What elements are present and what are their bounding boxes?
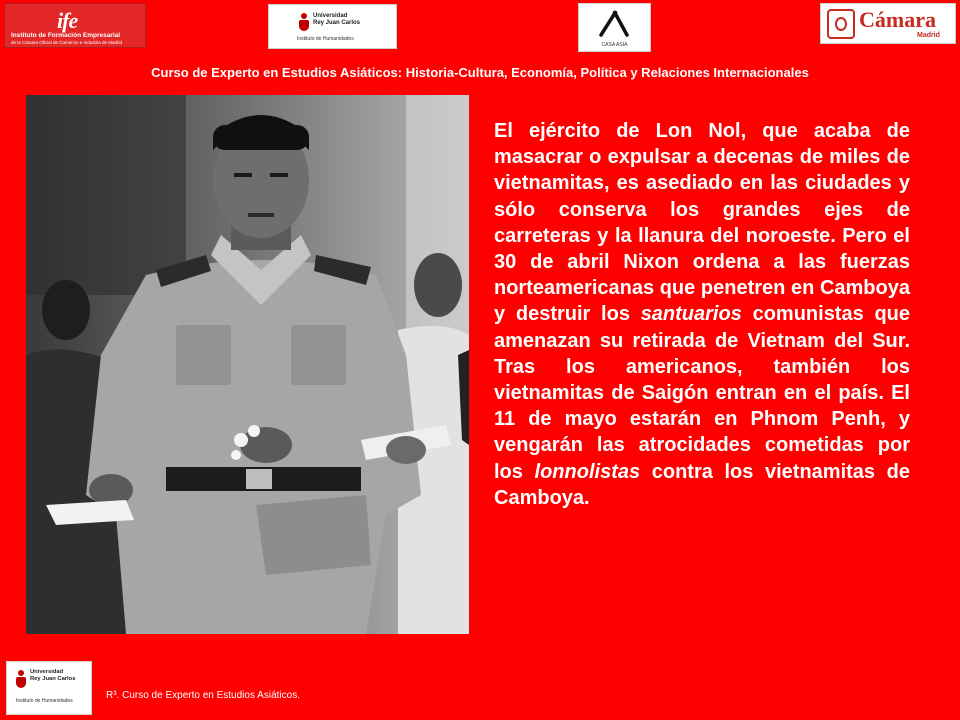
ife-logo-line1: Instituto de Formación Empresarial: [11, 32, 121, 39]
photo-illustration: [26, 95, 469, 634]
urjc-footer-line2: Rey Juan Carlos: [30, 676, 76, 682]
camara-madrid-logo: [820, 3, 956, 44]
urjc-logo: [268, 4, 397, 49]
body-text-part2: comunistas que amenazan su retirada de Vietnam del Sur. Tras los americanos, también los vietnamitas de Saigón entran en el país. El 11 de mayo estarán en Phnom Penh, y vengarán las atrocidades cometidas por los: [494, 303, 911, 483]
urjc-logo-line3: Instituto de Humanidades: [297, 36, 354, 42]
urjc-footer-line1: Universidad: [30, 669, 64, 675]
body-text-part3: contra los vietnamitas de Camboya.: [494, 460, 911, 509]
casa-asia-text: CASA ASIA: [601, 42, 628, 48]
urjc-logo-line1: Universidad: [313, 13, 348, 19]
urjc-footer-line3: Instituto de Humanidades: [16, 698, 73, 704]
body-text-italic-lonnolistas: lonnolistas: [534, 460, 641, 483]
body-text-italic-santuarios: santuarios: [640, 303, 742, 326]
body-paragraph: [494, 118, 910, 511]
casa-asia-mark-icon: [597, 9, 633, 39]
camara-logo-line2: Madrid: [917, 32, 940, 39]
course-title: Curso de Experto en Estudios Asiáticos: Historia-Cultura, Economía, Política y Relaciones Internacionales: [151, 65, 809, 80]
urjc-logo-line2: Rey Juan Carlos: [313, 20, 361, 26]
body-text-part1: El ejército de Lon Nol, que acaba de masacrar o expulsar a decenas de miles de vietnamitas, es asediado en las ciudades y sólo conserva los grandes ejes de carreteras y la llanura del noroeste. Pero el 30 de abril Nixon ordena a las fuerzas norteamericanas que penetren en Camboya y destruir los: [494, 120, 910, 326]
urjc-footer-emblem-icon: [16, 670, 26, 688]
historical-photo: [26, 95, 469, 634]
ife-logo: [4, 3, 146, 48]
urjc-footer-logo: [6, 661, 92, 715]
urjc-emblem-icon: [299, 13, 309, 31]
camara-logo-line1: Cámara: [859, 7, 936, 32]
footer-text: R³. Curso de Experto en Estudios Asiáticos.: [106, 690, 300, 701]
ife-logo-line2: de la Cámara Oficial de Comercio e Industria de Madrid: [11, 40, 123, 45]
casa-asia-logo: [578, 3, 651, 52]
camara-seal-icon: [827, 9, 855, 39]
ife-logo-mark: ife: [57, 8, 78, 33]
